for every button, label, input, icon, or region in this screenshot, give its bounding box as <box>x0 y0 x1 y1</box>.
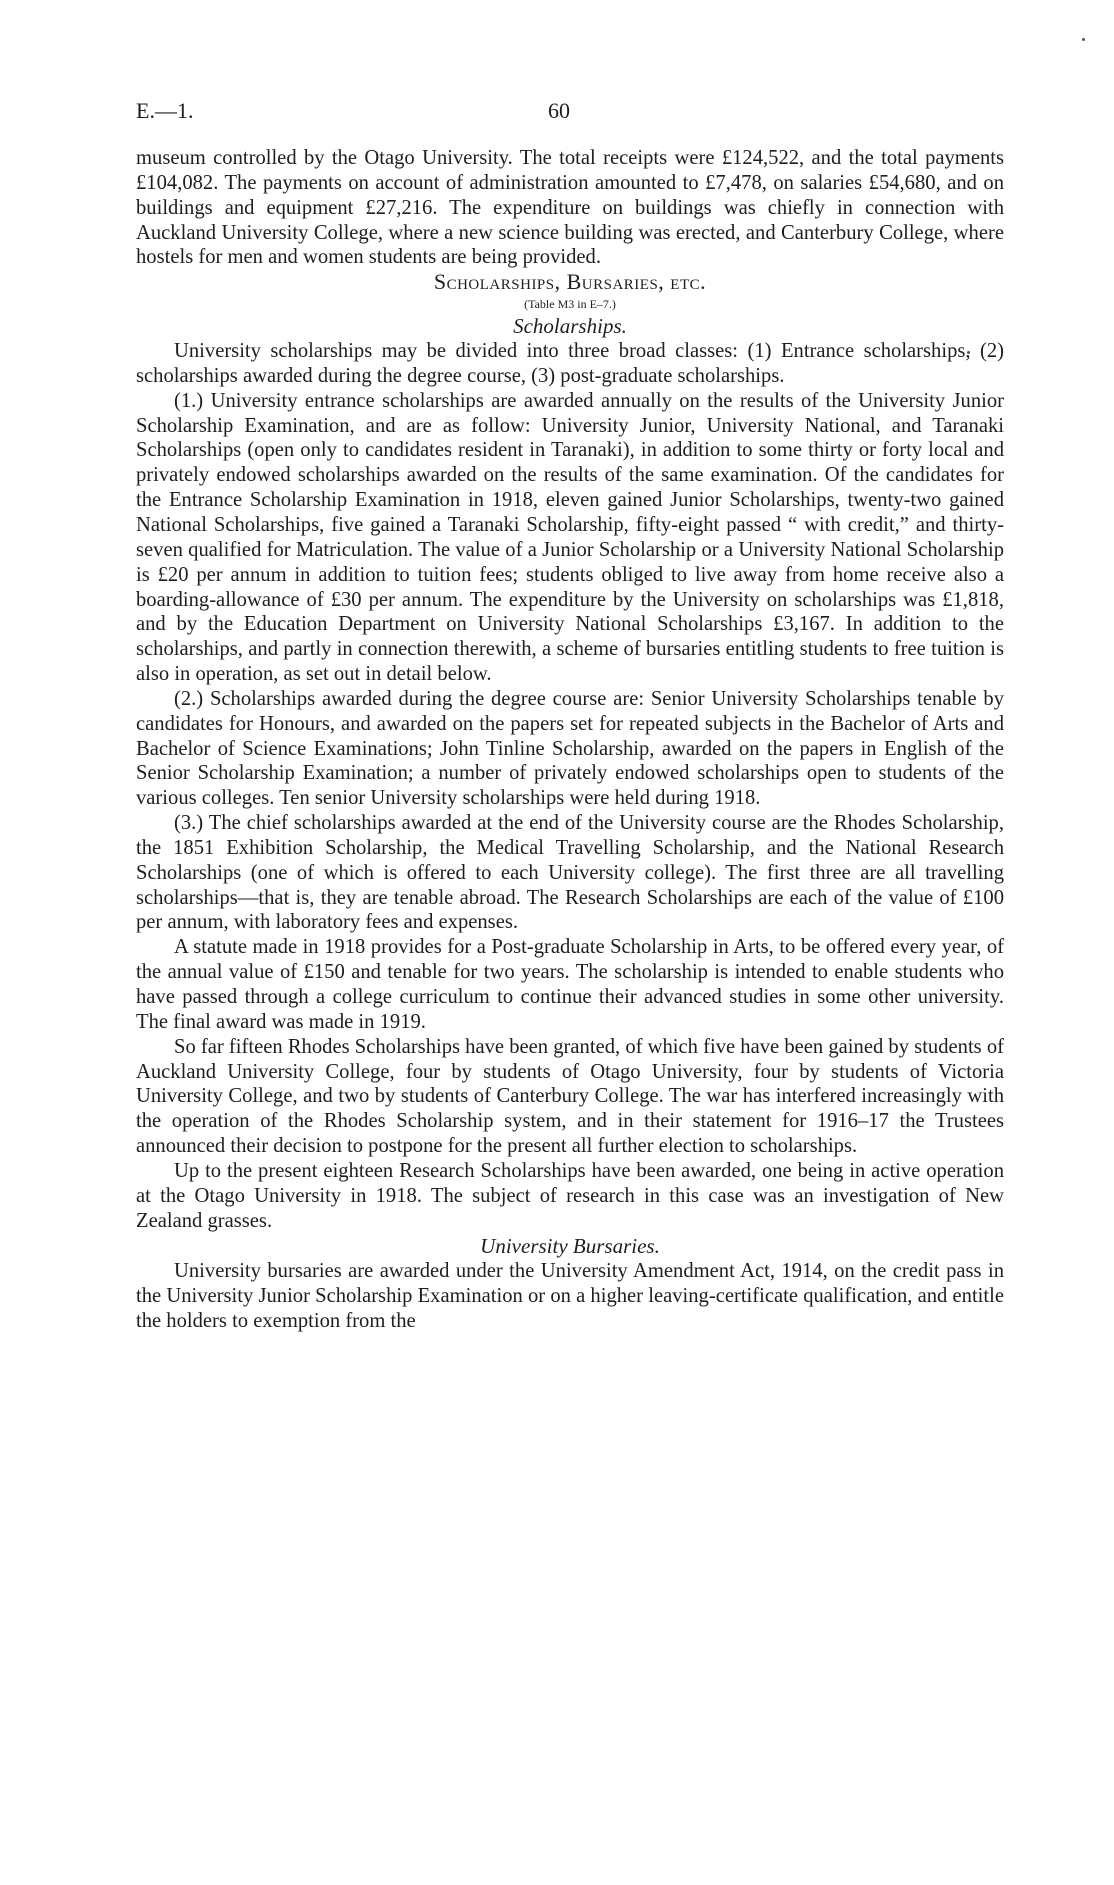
subheading-scholarships: Scholarships. <box>513 314 627 339</box>
scan-speck <box>1082 38 1085 41</box>
paragraph-rhodes: So far fifteen Rhodes Scholarships have been granted, of which five have been gained by students of Auckland University College, four by students of Otago University, four by students of Victoria University College, and two by students of Canterbury College. The war has interfered increasingly with the operation of the Rhodes Scholarship system, and in their statement for 1916–17 the Trustees announced their decision to postpone for the present all further election to scholarships. <box>136 1035 1004 1158</box>
paragraph-degree-course: (2.) Scholarships awarded during the degree course are: Senior University Scholarships tenable by candidates for Honours, and awarded on the papers set for repeated subjects in the Bachelor of Arts and Bachelor of Science Examinations; John Tinline Scholarship, awarded on the papers in English of the Senior Scholarship Examination; a number of privately endowed scholarships open to students of the various colleges. Ten senior University scholarships were held during 1918. <box>136 687 1004 810</box>
intro-paragraph: museum controlled by the Otago University. The total receipts were £124,522, and the total payments £104,082. The payments on account of administration amounted to £7,478, on salaries £54,680, and on buildings and equipment £27,216. The expenditure on buildings was chiefly in connection with Auckland University College, where a new science building was erected, and Canterbury College, where hostels for men and women students are being provided. <box>136 147 1004 269</box>
paragraph-bursaries: University bursaries are awarded under the University Amendment Act, 1914, on the credit pass in the University Junior Scholarship Examination or on a higher leaving-certificate qualification, and entitle the holders to exemption from the <box>136 1260 1004 1333</box>
paragraph-statute-1918: A statute made in 1918 provides for a Post-graduate Scholarship in Arts, to be offered every year, of the annual value of £150 and tenable for two years. The scholarship is intended to enable students who have passed through a college curriculum to continue their advanced studies in some other university. The final award was made in 1919. <box>136 936 1004 1033</box>
report-code: E.—1. <box>136 98 194 123</box>
paragraph-classes: University scholarships may be divided into three broad classes: (1) Entrance scholarships, (2) scholarships awarded during the degree course, (3) post-graduate scholarships. <box>136 340 1004 387</box>
body-text <box>136 146 1004 1334</box>
table-reference: (Table M3 in E–7.) <box>524 297 616 312</box>
paragraph-entrance-scholarships: (1.) University entrance scholarships are awarded annually on the results of the University Junior Scholarship Examination, and are as follow: University Junior, University National, and Taranaki Scholarships (open only to candidates resident in Taranaki), in addition to some thirty or forty local and privately endowed scholarships awarded on the results of the same examination. Of the candidates for the Entrance Scholarship Examination in 1918, eleven gained Junior Scholarships, twenty-two gained National Scholarships, five gained a Taranaki Scholarship, fifty-eight passed “ with credit,” and thirty-seven qualified for Matriculation. The value of a Junior Scholarship or a University National Scholarship is £20 per annum in addition to tuition fees; students obliged to live away from home receive also a boarding-allowance of £30 per annum. The expenditure by the University on scholarships was £1,818, and by the Education Department on University National Scholarships £3,167. In addition to the scholarships, and partly in connection therewith, a scheme of bursaries entitling students to free tuition is also in operation, as set out in detail below. <box>136 389 1004 686</box>
paragraph-post-graduate: (3.) The chief scholarships awarded at the end of the University course are the Rhodes Scholarship, the 1851 Exhibition Scholarship, the Medical Travelling Scholarship, and the National Research Scholarships (one of which is offered to each University college). The first three are all travelling scholarships—that is, they are tenable abroad. The Research Scholarships are each of the value of £100 per annum, with laboratory fees and expenses. <box>136 812 1004 934</box>
paragraph-research: Up to the present eighteen Research Scholarships have been awarded, one being in active operation at the Otago University in 1918. The subject of research in this case was an investigation of New Zealand grasses. <box>136 1159 1004 1232</box>
section-title: Scholarships, Bursaries, etc. <box>433 269 707 295</box>
page-number: 60 <box>548 98 570 123</box>
subheading-bursaries: University Bursaries. <box>480 1234 660 1259</box>
